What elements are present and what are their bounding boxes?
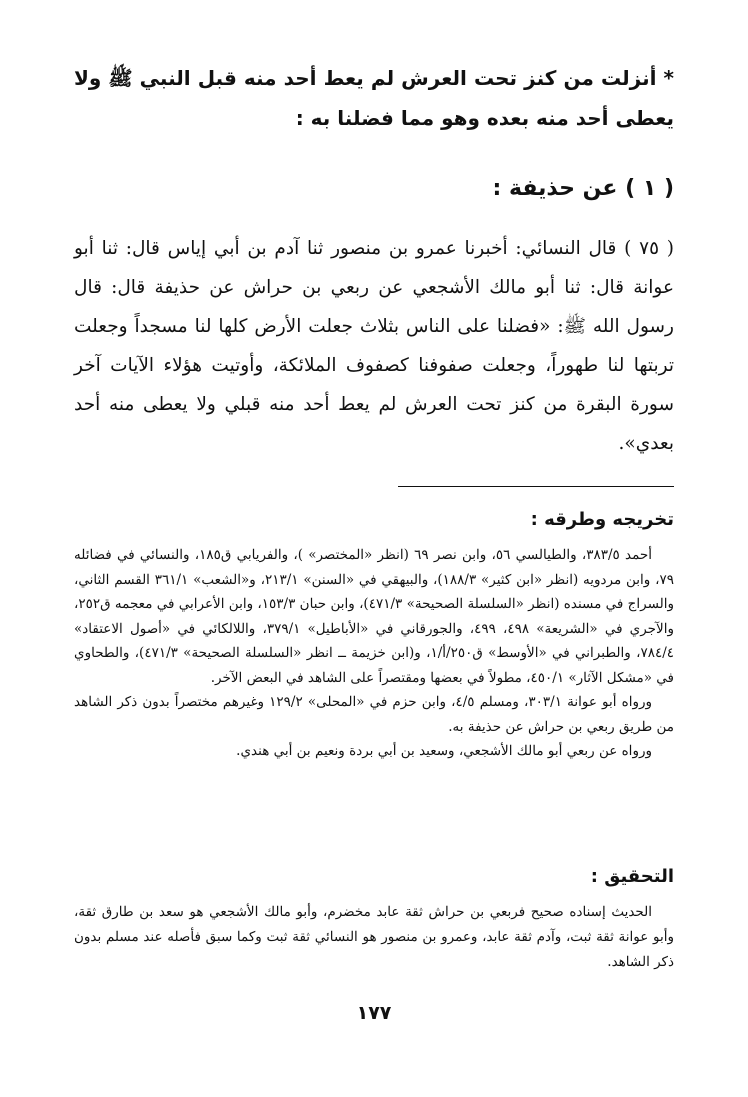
takhrij-paragraph-1: أحمد ٣٨٣/٥، والطيالسي ٥٦، وابن نصر ٦٩ (انظر «المختصر» )، والفريابي ق١٨٥، والنسائي في فضائله ٧٩، وابن مردويه (انظر «ابن كثير» ١٨٨/٣)، والبيهقي في «السنن» ٢١٣/١، و«الشعب» ٣٦١/١ القسم الثاني، والسراج في مسنده (انظر «السلسلة الصحيحة» ٤٧١/٣)، وابن حبان ١٥٣/٣، وابن الأعرابي في معجمه ق٢٥٢، والآجري في «الشريعة» ٤٩٨، ٤٩٩، والجورقاني في «الأباطيل» ٣٧٩/١، واللالكائي في «أصول الاعتقاد» ٧٨٤/٤، والطبراني في «الأوسط» ق٢٥٠/أ/١، و(ابن خزيمة ــ انظر «السلسلة الصحيحة» ٤٧١/٣)، والطحاوي في «مشكل الآثار» ٤٥٠/١، مطولاً في بعضها ومقتصراً على الشاهد في البعض الآخر. <box>74 547 675 686</box>
hadith-75 <box>74 229 674 463</box>
takhrij-heading-text: تخريجه وطرقه : <box>530 509 674 530</box>
takhrij-heading <box>74 507 674 533</box>
section-heading-hudhayfa <box>74 174 674 204</box>
page-number: ١٧٧ <box>356 1002 392 1024</box>
intro-heading <box>74 58 674 138</box>
takhrij-paragraph-2: ورواه أبو عوانة ٣٠٣/١، ومسلم ٤/٥، وابن حزم في «المحلى» ١٢٩/٢ وغيرهم مختصراً بدون ذكر الشاهد من طريق ربعي بن حراش عن حذيفة به. <box>74 694 674 735</box>
tahqiq-body <box>74 900 674 975</box>
tahqiq-heading <box>74 864 674 890</box>
section1-heading: ( ١ ) عن حذيفة : <box>492 176 674 201</box>
takhrij-paragraph-3: ورواه عن ربعي أبو مالك الأشجعي، وسعيد بن أبي بردة ونعيم بن أبي هندي. <box>236 743 652 759</box>
section-divider <box>398 486 674 487</box>
takhrij-body <box>74 543 674 764</box>
intro-text: * أنزلت من كنز تحت العرش لم يعط أحد منه قبل النبي ﷺ ولا يعطى أحد منه بعده وهو مما فضلنا به : <box>74 66 674 130</box>
tahqiq-heading-text: التحقيق : <box>590 866 674 887</box>
tahqiq-paragraph-1: الحديث إسناده صحيح فربعي بن حراش ثقة عابد مخضرم، وأبو مالك الأشجعي هو سعد بن طارق ثقة، وأبو عوانة ثقة ثبت، وآدم ثقة عابد، وعمرو بن منصور هو النسائي ثقة ثبت وكما سبق فأصله عند مسلم بدون ذكر الشاهد. <box>74 904 674 970</box>
hadith-text: ( ٧٥ ) قال النسائي: أخبرنا عمرو بن منصور ثنا آدم بن أبي إياس قال: ثنا أبو عوانة قال: ثنا أبو مالك الأشجعي عن ربعي بن حراش عن حذيفة قال: قال رسول الله ﷺ: «فضلنا على الناس بثلاث جعلت الأرض كلها لنا مسجداً وجعلت تربتها لنا طهوراً، وجعلت صفوفنا كصفوف الملائكة، وأوتيت هؤلاء الآيات آخر سورة البقرة من كنز تحت العرش لم يعط أحد منه قبلي ولا يعطى منه أحد بعدي». <box>74 238 674 454</box>
